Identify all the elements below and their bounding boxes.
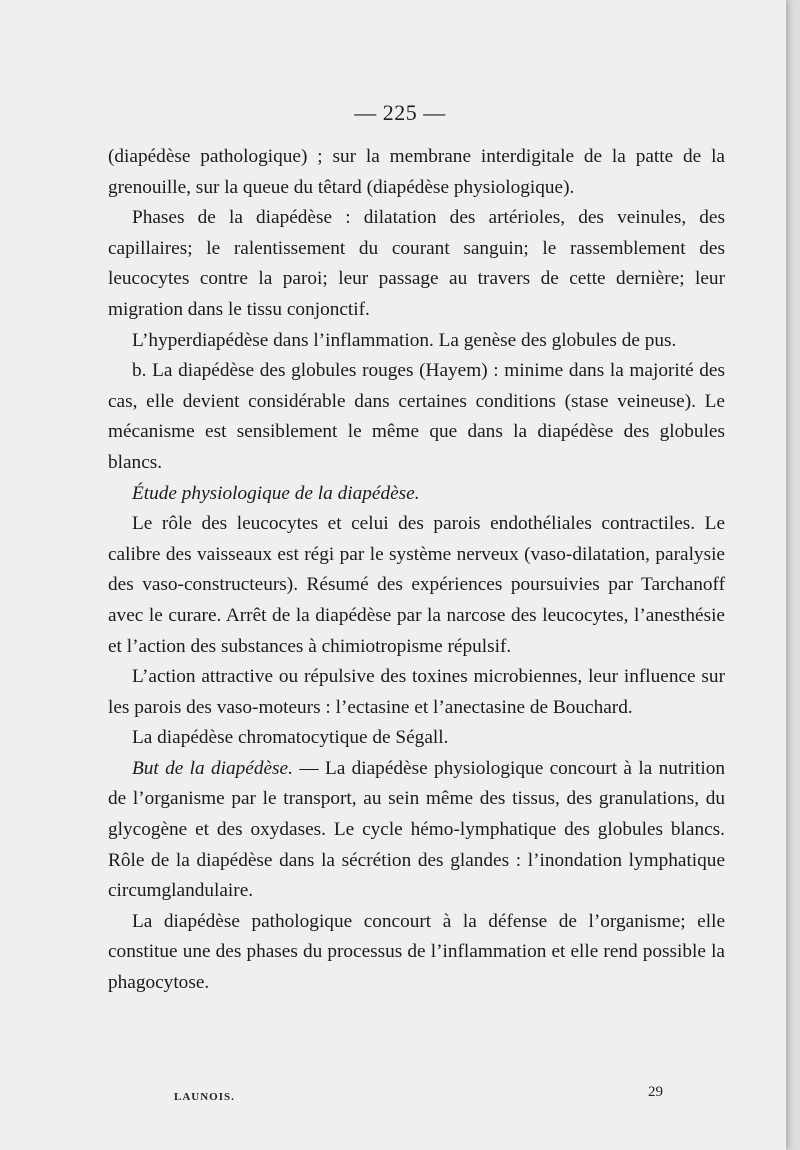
paragraph-but-text: — La diapédèse physiologique concourt à la nutrition de l’organisme par le transport, au sein même des tissus, des granulations, du glycogène et des oxydases. Le cycle hémo-lymphatique des globules blancs. Rôle de la diapédèse dans la sécrétion des glandes : l’inondation lymphatique circumglandulaire. xyxy=(108,757,725,902)
paragraph-phases: Phases de la diapédèse : dilatation des artérioles, des veinules, des capillaires; le ralentissement du courant sanguin; le rassemblement des leucocytes contre la paroi; leur passage au travers de cette dernière; leur migration dans le tissu conjonctif. xyxy=(108,207,725,320)
body-text xyxy=(108,142,725,999)
page-number: — 225 — xyxy=(354,100,446,125)
footer-signature: LAUNOIS. xyxy=(174,1091,235,1103)
paragraph-but xyxy=(108,754,725,907)
paragraph-pathologique: La diapédèse pathologique concourt à la défense de l’organisme; elle constitue une des phases du processus de l’inflammation et elle rend possible la phagocytose. xyxy=(108,910,725,994)
paragraph-globules-rouges: b. La diapédèse des globules rouges (Hayem) : minime dans la majorité des cas, elle devient considérable dans certaines conditions (stase veineuse). Le mécanisme est sensiblement le même que dans la diapédèse des globules blancs. xyxy=(108,360,725,473)
paragraph-chromatocytique: La diapédèse chromatocytique de Ségall. xyxy=(132,727,449,749)
paragraph-toxines: L’action attractive ou répulsive des toxines microbiennes, leur influence sur les parois des vaso-moteurs : l’ectasine et l’anectasine de Bouchard. xyxy=(108,666,725,718)
italic-heading-etude: Étude physiologique de la diapédèse. xyxy=(132,482,420,504)
paragraph-continuation: (diapédèse pathologique) ; sur la membrane interdigitale de la patte de la grenouille, sur la queue du têtard (diapédèse physiologique). xyxy=(108,146,725,198)
footer-sheet-number: 29 xyxy=(648,1084,663,1100)
paragraph-role-leucocytes: Le rôle des leucocytes et celui des parois endothéliales contractiles. Le calibre des vaisseaux est régi par le système nerveux (vaso-dilatation, paralysie des vaso-constructeurs). Résumé des expériences poursuivies par Tarchanoff avec le curare. Arrêt de la diapédèse par la narcose des leucocytes, l’anesthésie et l’action des substances à chimiotropisme répulsif. xyxy=(108,513,725,657)
italic-heading-but: But de la diapédèse. xyxy=(132,757,293,779)
section-heading-etude xyxy=(108,479,725,510)
paragraph-hyperdiapedese: L’hyperdiapédèse dans l’inflammation. La genèse des globules de pus. xyxy=(132,329,677,351)
